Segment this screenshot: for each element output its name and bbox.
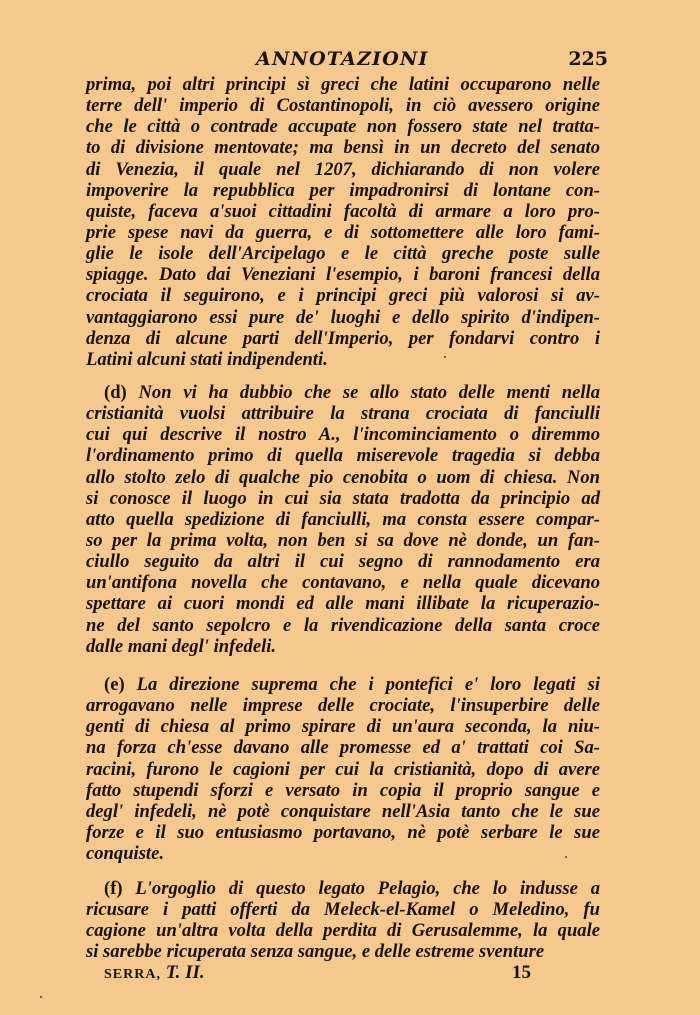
text-line (86, 445, 600, 466)
text-line (86, 201, 600, 222)
text-line (86, 180, 600, 201)
line-text: ne del santo sepolcro e la rivendicazione della santa croce (86, 614, 600, 636)
text-line (86, 467, 600, 488)
line-text: cui qui descrive il nostro A., l'incominciamento o diremmo (86, 424, 600, 446)
signature-line (104, 962, 534, 986)
line-text: fatto stupendi sforzi e versato in copia il proprio sangue e (86, 779, 600, 801)
text-line (86, 159, 600, 180)
line-text: Non vi ha dubbio che se allo stato delle menti nella (138, 382, 601, 403)
ink-speck (444, 356, 446, 358)
line-text: spettare ai cuori mondi ed alle mani illibate la ricuperazio- (86, 593, 600, 615)
text-line (86, 716, 600, 737)
line-text: La direzione suprema che i pontefici e' loro legati si (136, 674, 600, 695)
paragraph (86, 382, 600, 657)
printer-signature (104, 962, 205, 984)
line-text: che le città o contrade accupate non fossero state nel tratta- (86, 116, 600, 138)
running-head-title: ANNOTAZIONI (256, 48, 429, 70)
text-line (86, 349, 600, 370)
text-line (86, 285, 600, 306)
text-line (86, 843, 600, 864)
line-text: to di divisione mentovate; ma bensì in un decreto del senato (86, 137, 600, 159)
line-text: vantaggiarono essi pure de' luoghi e dello spirito d'indipen- (86, 306, 600, 328)
paragraph (86, 674, 600, 864)
text-line (86, 243, 600, 264)
text-line (86, 737, 600, 758)
text-line (86, 695, 600, 716)
line-text: cristianità vuolsi attribuire la strana crociata di fanciulli (86, 403, 600, 425)
line-text: dalle mani degl' infedeli. (86, 635, 277, 657)
page-number: 225 (568, 48, 608, 70)
line-text: crociata il seguirono, e i principi greci più valorosi si av- (86, 285, 600, 307)
line-text: conquiste. (86, 843, 164, 865)
text-line (86, 572, 600, 593)
line-text: ciullo seguito da altri il cui segno di rannodamento era (86, 551, 600, 573)
line-text: forze e il suo entusiasmo portavano, nè potè serbare le sue (86, 821, 600, 843)
line-text: prie spese navi da guerra, e di sottomettere alle loro fami- (86, 221, 600, 243)
text-line (86, 137, 600, 158)
text-line (86, 941, 600, 962)
line-text: allo stolto zelo di qualche pio cenobita o uom di chiesa. Non (86, 466, 600, 488)
text-line (86, 878, 600, 899)
text-line (86, 488, 600, 509)
text-line (86, 95, 600, 116)
text-line (86, 780, 600, 801)
paragraph (86, 74, 600, 370)
text-line (86, 593, 600, 614)
text-line (86, 509, 600, 530)
line-text: l'ordinamento primo di quella miserevole tragedia si debba (86, 445, 600, 467)
line-text: ricusare i patti offerti da Meleck-el-Kamel o Meledino, fu (86, 899, 600, 921)
ink-speck (40, 996, 42, 998)
note-marker: (e) (104, 674, 125, 695)
line-text: un'antifona novella che contavano, e nella quale dicevano (86, 572, 600, 594)
line-text: denza di alcune parti dell'Imperio, per fondarvi contro i (86, 327, 600, 349)
line-text: si sarebbe ricuperata senza sangue, e delle estreme sventure (86, 941, 545, 963)
paragraph (86, 878, 600, 963)
line-text: di Venezia, il quale nel 1207, dichiarando di non volere (86, 158, 600, 180)
text-line (86, 403, 600, 424)
line-text: quiste, faceva a'suoi cittadini facoltà di armare a loro pro- (86, 200, 600, 222)
signature-name: SERRA, (104, 967, 161, 982)
note-marker: (d) (104, 382, 127, 403)
line-text: spiagge. Dato dai Veneziani l'esempio, i baroni francesi della (86, 264, 600, 286)
text-line (86, 307, 600, 328)
line-text: na forza ch'esse davano alle promesse ed a' trattati coi Sa- (86, 737, 600, 759)
line-text: terre dell' imperio di Costantinopoli, in ciò avessero origine (86, 95, 600, 117)
line-text: L'orgoglio di questo legato Pelagio, che lo indusse a (135, 878, 601, 899)
line-text: genti di chiesa al primo spirare di un'aura seconda, la niu- (86, 716, 600, 738)
line-text: cagione un'altra volta della perdita di Gerusalemme, la quale (86, 920, 600, 942)
text-line (86, 382, 600, 403)
text-line (86, 74, 600, 95)
note-marker: (f) (104, 878, 123, 899)
line-text: racini, furono le cagioni per cui la cristianità, dopo di avere (86, 758, 600, 780)
text-line (86, 920, 600, 941)
text-line (86, 759, 600, 780)
text-line (86, 551, 600, 572)
text-line (86, 328, 600, 349)
line-text: degl' infedeli, nè potè conquistare nell'Asia tanto che le sue (86, 800, 600, 822)
text-line (86, 899, 600, 920)
line-text: prima, poi altri principi sì greci che latini occuparono nelle (86, 74, 600, 95)
signature-volume: T. II. (165, 962, 205, 983)
text-line (86, 222, 600, 243)
line-text: so per la prima volta, non ben si sa dove nè donde, un fan- (86, 529, 600, 551)
text-line (86, 636, 600, 657)
line-text: si conosce il luogo in cui sia stata tradotta da principio ad (86, 487, 600, 509)
line-text: impoverire la repubblica per impadronirsi di lontane con- (86, 179, 600, 201)
text-line (86, 424, 600, 445)
text-line (86, 674, 600, 695)
signature-number: 15 (512, 962, 531, 983)
text-line (86, 615, 600, 636)
text-line (86, 822, 600, 843)
text-line (86, 116, 600, 137)
line-text: arrogavano nelle imprese delle crociate, l'insuperbire delle (86, 695, 600, 717)
line-text: Latini alcuni stati indipendenti. (86, 348, 328, 370)
ink-speck (565, 856, 567, 858)
text-line (86, 530, 600, 551)
text-line (86, 264, 600, 285)
running-head (86, 48, 608, 74)
text-line (86, 801, 600, 822)
line-text: glie le isole dell'Arcipelago e le città greche poste sulle (86, 243, 600, 265)
line-text: atto quella spedizione di fanciulli, ma consta essere compar- (86, 508, 600, 530)
